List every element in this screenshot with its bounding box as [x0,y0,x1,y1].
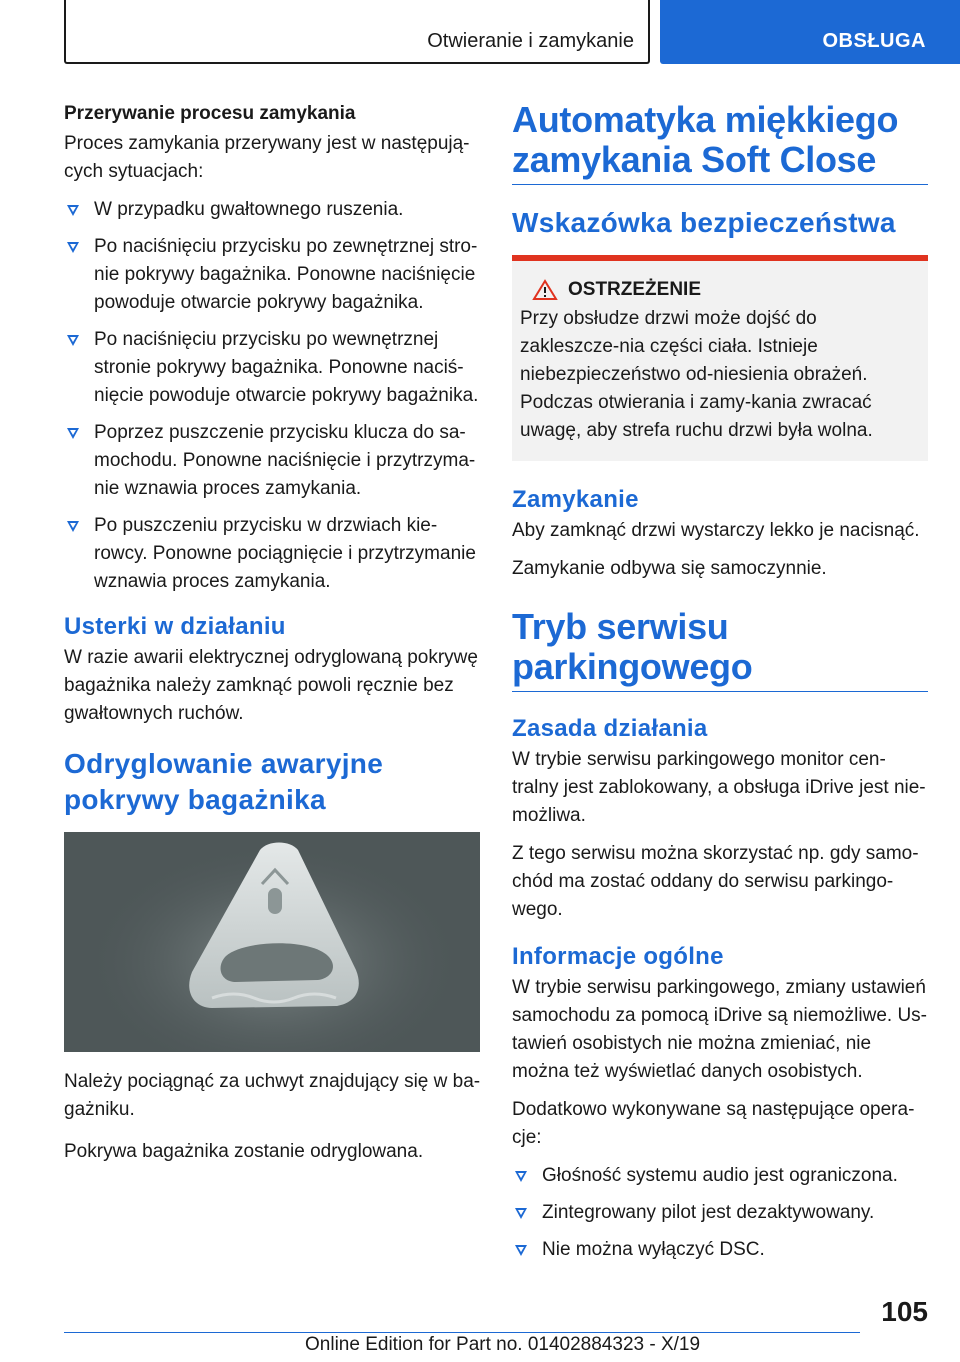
general-text-2: Dodatkowo wykonywane są następujące opera-cje: [512,1099,915,1148]
list-item: Głośność systemu audio jest ograniczona. [512,1162,928,1190]
right-column [512,100,928,1276]
header-section-box [64,0,650,64]
bullet-triangle-icon [67,428,79,439]
list-item: Zintegrowany pilot jest dezaktywowany. [512,1199,928,1227]
emergency-text-1: Należy pociągnąć za uchwyt znajdujący się w ba-gażniku. [64,1071,481,1120]
header-section-title: Otwieranie i zamykanie [427,30,634,52]
list-item: Po naciśnięciu przycisku po wewnętrznej stronie pokrywy bagażnika. Ponowne naciś-nięcie powoduje otwarcie pokrywy bagażnika. [64,326,482,410]
principle-text-1: W trybie serwisu parkingowego monitor cen-tralny jest zablokowany, a obsługa iDrive jest nie-możliwa. [512,749,926,826]
list-item: Po naciśnięciu przycisku po zewnętrznej stro-nie pokrywy bagażnika. Ponowne naciśnięcie powoduje otwarcie pokrywy bagażnika. [64,233,482,317]
interrupt-intro: Proces zamykania przerywany jest w następują-cych sytuacjach: [64,133,470,182]
warning-triangle-icon [532,279,558,301]
principle-text-2: Z tego serwisu można skorzystać np. gdy samo-chód ma zostać oddany do serwisu parkingo-wego. [512,843,919,920]
malfunction-heading: Usterki w działaniu [64,613,286,640]
trunk-release-handle-image [64,832,480,1052]
general-heading: Informacje ogólne [512,943,724,970]
general-text-1: W trybie serwisu parkingowego, zmiany ustawień samochodu za pomocą iDrive są niemożliwe. Us-tawień osobistych nie można zmieniać, nie można też wyświetlać danych osobistych. [512,977,927,1082]
interrupt-list [64,196,482,596]
warning-box [512,255,928,461]
warning-label: OSTRZEŻENIE [568,279,702,300]
bullet-triangle-icon [67,335,79,346]
malfunction-text: W razie awarii elektrycznej odryglowaną pokrywę bagażnika należy zamknąć powoli ręcznie bez gwałtownych ruchów. [64,647,478,724]
left-column [64,100,482,1176]
closing-text-1: Aby zamknąć drzwi wystarczy lekko je nacisnąć. [512,520,920,541]
interrupt-heading: Przerywanie procesu zamykania [64,103,356,124]
closing-heading: Zamykanie [512,486,639,513]
header-chapter-tab [660,0,960,64]
list-item: W przypadku gwałtownego ruszenia. [64,196,482,224]
emergency-handle-figure [64,832,480,1052]
warning-header [532,279,920,301]
bullet-triangle-icon [67,521,79,532]
warning-text: Przy obsłudze drzwi może dojść do zakleszcze-nia części ciała. Istnieje niebezpieczeństwo od-niesienia obrażeń. Podczas otwierania i zamy-kania zwracać uwagę, aby strefa ruchu drzwi była wolna. [520,308,873,441]
softclose-heading: Automatyka miękkiego zamykania Soft Close [512,100,928,185]
principle-heading: Zasada działania [512,715,708,742]
list-item: Po puszczeniu przycisku w drzwiach kie-rowcy. Ponowne pociągnięcie i przytrzymanie wznawia proces zamykania. [64,512,482,596]
service-heading: Tryb serwisu parkingowego [512,607,928,692]
safety-heading: Wskazówka bezpieczeństwa [512,207,896,238]
bullet-triangle-icon [515,1245,527,1256]
list-item: Nie można wyłączyć DSC. [512,1236,928,1264]
header-chapter-label: OBSŁUGA [822,30,926,52]
page-number: 105 [881,1296,928,1327]
emergency-text-2: Pokrywa bagażnika zostanie odryglowana. [64,1141,424,1162]
bullet-triangle-icon [515,1208,527,1219]
emergency-heading: Odryglowanie awaryjne pokrywy bagażnika [64,748,384,815]
footer-divider [64,1332,860,1333]
footer-edition: Online Edition for Part no. 01402884323 - X/19 [305,1334,701,1355]
list-item: Poprzez puszczenie przycisku klucza do sa-mochodu. Ponowne naciśnięcie i przytrzyma-nie wznawia proces zamykania. [64,419,482,503]
general-list [512,1162,928,1264]
bullet-triangle-icon [515,1171,527,1182]
bullet-triangle-icon [67,205,79,216]
closing-text-2: Zamykanie odbywa się samoczynnie. [512,558,827,579]
bullet-triangle-icon [67,242,79,253]
